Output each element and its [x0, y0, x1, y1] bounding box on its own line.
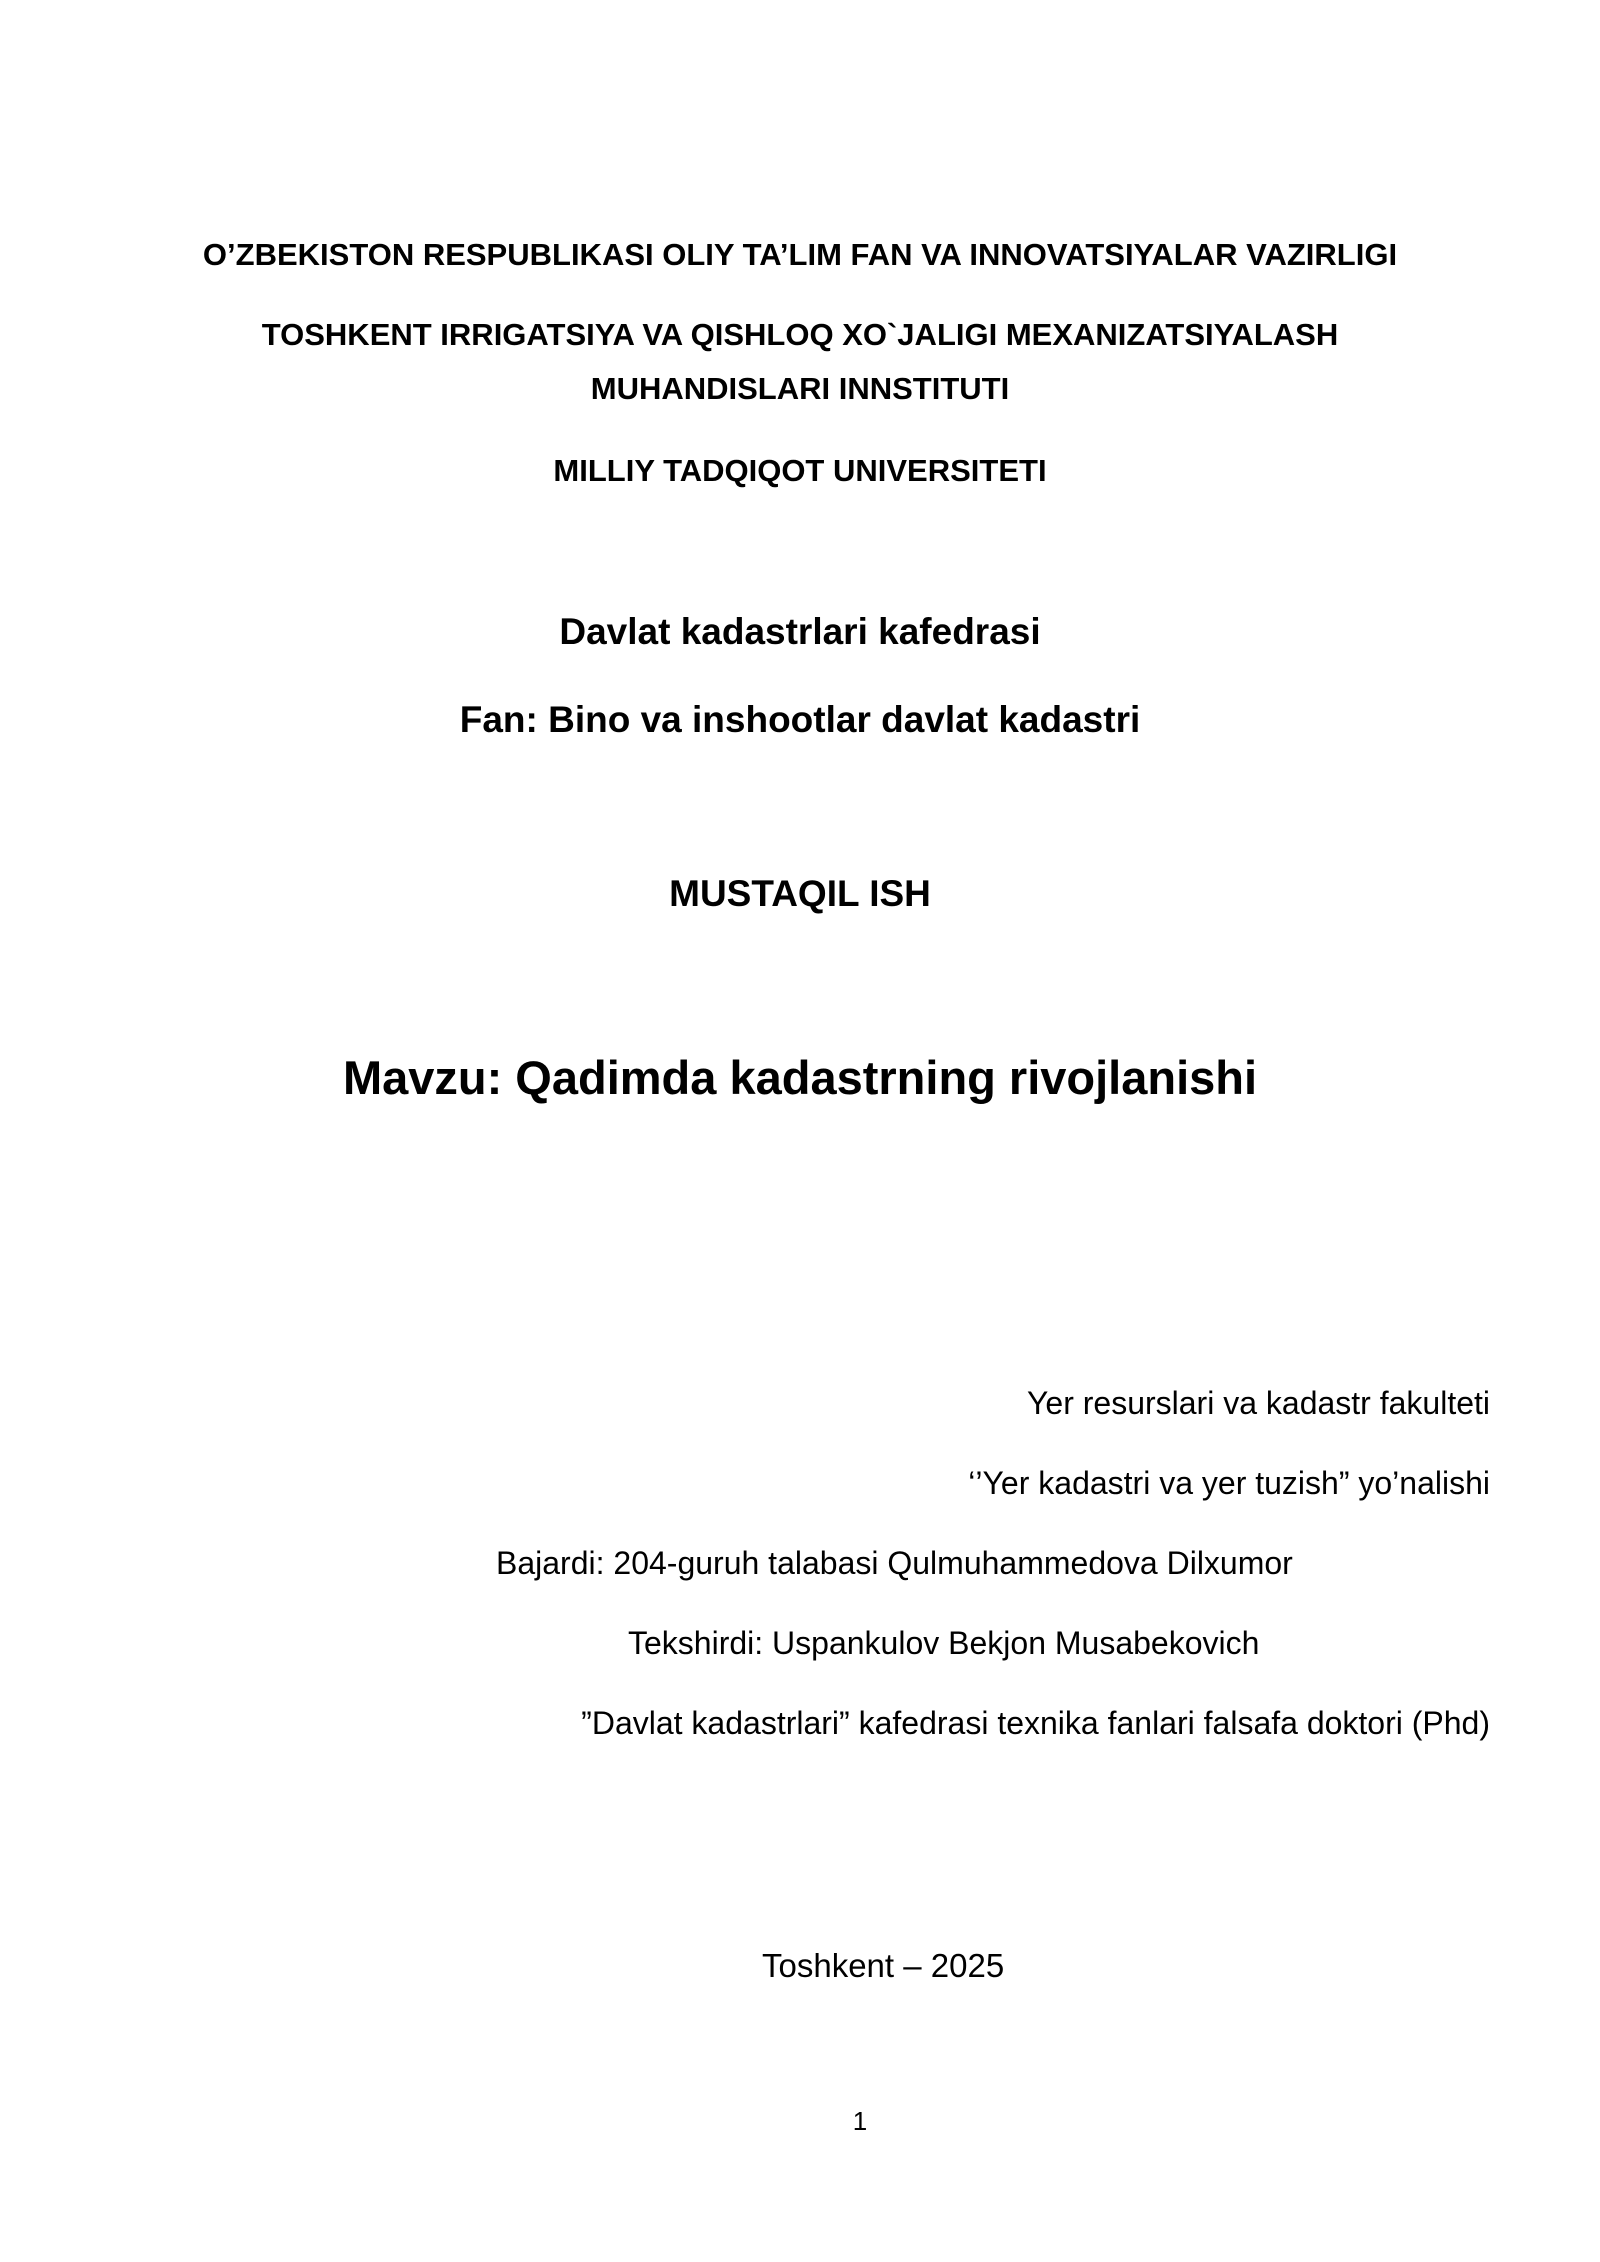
institute-heading-line1: TOSHKENT IRRIGATSIYA VA QISHLOQ XO`JALIGI MEXANIZATSIYALASH	[261, 317, 1339, 352]
university-heading: MILLIY TADQIQOT UNIVERSITETI	[553, 453, 1047, 488]
page-number: 1	[852, 2106, 868, 2136]
direction-line: ‘’Yer kadastri va yer tuzish” yo’nalishi	[968, 1465, 1490, 1501]
work-type-title: MUSTAQIL ISH	[669, 873, 931, 914]
city-year: Toshkent – 2025	[762, 1947, 1005, 1984]
faculty-line: Yer resurslari va kadastr fakulteti	[1026, 1385, 1490, 1421]
ministry-heading: O’ZBEKISTON RESPUBLIKASI OLIY TA’LIM FAN VA INNOVATSIYALAR VAZIRLIGI	[202, 237, 1398, 272]
topic-title: Mavzu: Qadimda kadastrning rivojlanishi	[342, 1051, 1258, 1104]
checker-position-line: ”Davlat kadastrlari” kafedrasi texnika fanlari falsafa doktori (Phd)	[581, 1705, 1490, 1741]
institute-heading-line2: MUHANDISLARI INNSTITUTI	[590, 371, 1010, 406]
performed-by-line: Bajardi: 204-guruh talabasi Qulmuhammedova Dilxumor	[496, 1545, 1293, 1581]
department-title: Davlat kadastrlari kafedrasi	[559, 611, 1041, 652]
subject-title: Fan: Bino va inshootlar davlat kadastri	[459, 699, 1141, 740]
page-number-footer	[60, 2106, 1600, 2137]
checked-by-line: Tekshirdi: Uspankulov Bekjon Musabekovich	[628, 1625, 1260, 1661]
